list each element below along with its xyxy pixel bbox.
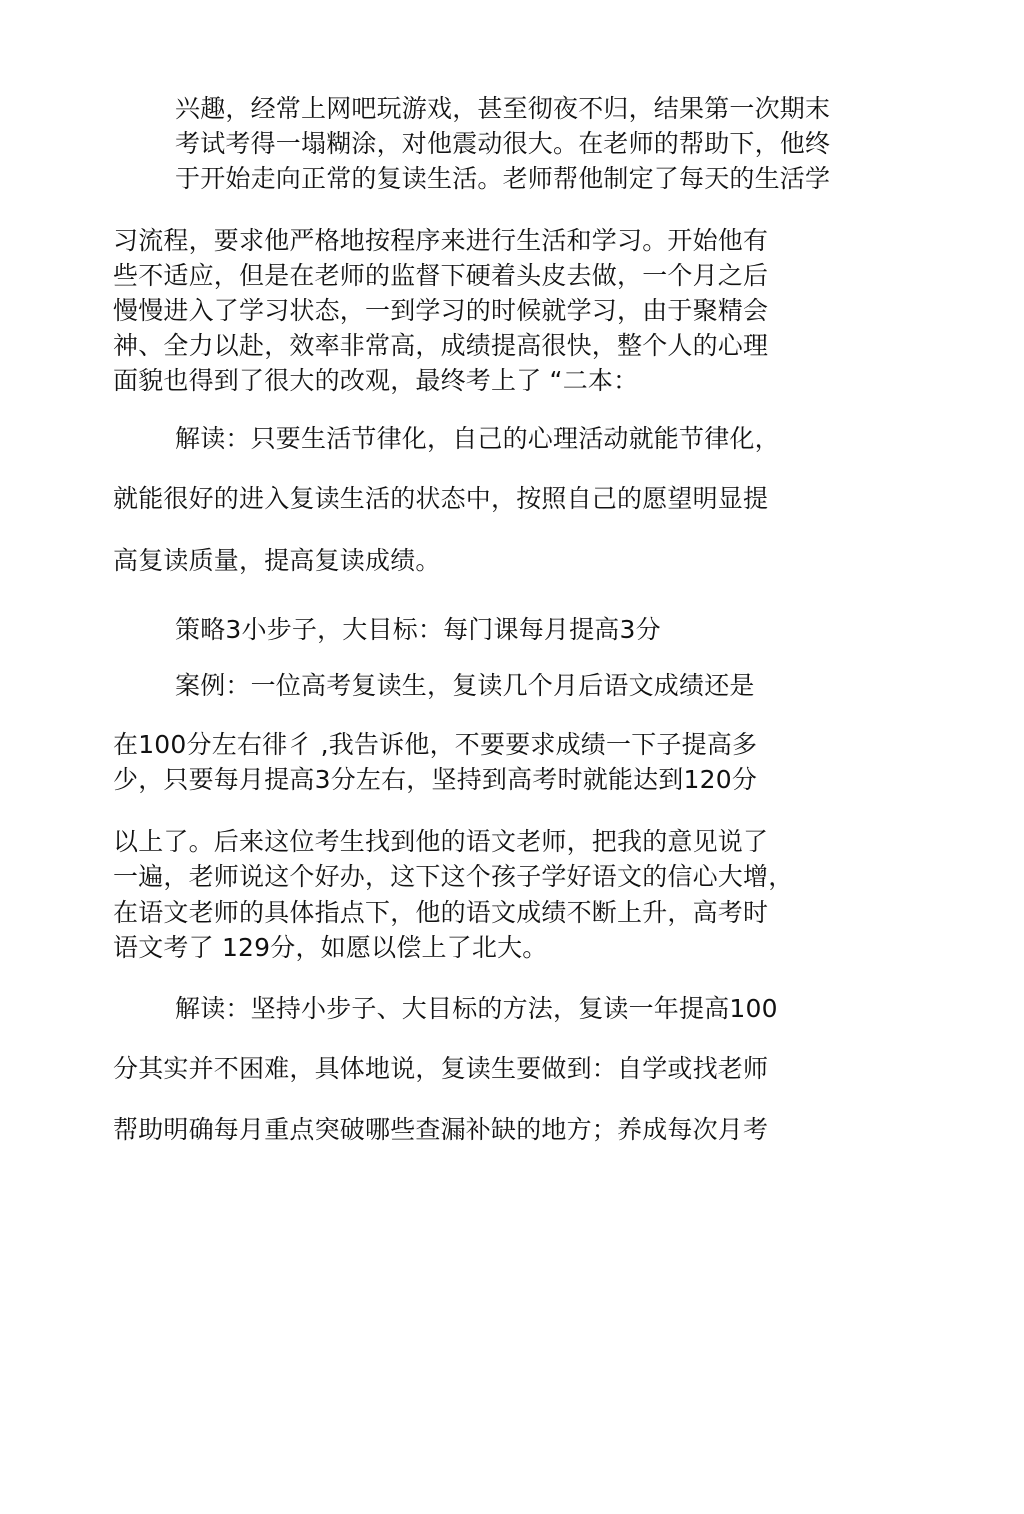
text-line: 于开始走向正常的复读生活。老师帮他制定了每天的生活学 bbox=[175, 164, 831, 193]
text-line: 解读：只要生活节律化，自己的心理活动就能节律化， bbox=[175, 424, 780, 453]
text-line: 少，只要每月提高3分左右，坚持到高考时就能达到120分 bbox=[113, 765, 758, 794]
text-line: 面貌也得到了很大的改观，最终考上了 “二本： bbox=[113, 366, 639, 395]
text-line: 兴趣，经常上网吧玩游戏，甚至彻夜不归，结果第一次期末 bbox=[175, 94, 831, 123]
text-line: 就能很好的进入复读生活的状态中，按照自己的愿望明显提 bbox=[113, 484, 769, 513]
text-line: 案例：一位高考复读生，复读几个月后语文成绩还是 bbox=[175, 671, 755, 700]
text-line: 考试考得一塌糊涂，对他震动很大。在老师的帮助下，他终 bbox=[175, 129, 831, 158]
text-line: 些不适应，但是在老师的监督下硬着头皮去做，一个月之后 bbox=[113, 261, 769, 290]
text-line: 帮助明确每月重点突破哪些查漏补缺的地方；养成每次月考 bbox=[113, 1115, 769, 1144]
text-line: 神、全力以赴，效率非常高，成绩提高很快，整个人的心理 bbox=[113, 331, 769, 360]
text-line: 语文考了 129分，如愿以偿上了北大。 bbox=[113, 933, 548, 962]
text-line: 习流程，要求他严格地按程序来进行生活和学习。开始他有 bbox=[113, 226, 769, 255]
text-line: 慢慢进入了学习状态，一到学习的时候就学习，由于聚精会 bbox=[113, 296, 769, 325]
text-line: 在语文老师的具体指点下，他的语文成绩不断上升，高考时 bbox=[113, 898, 769, 927]
text-line: 高复读质量，提高复读成绩。 bbox=[113, 546, 441, 575]
text-line: 一遍，老师说这个好办，这下这个孩子学好语文的信心大增， bbox=[113, 862, 794, 891]
section-heading: 策略3小步子，大目标：每门课每月提高3分 bbox=[175, 615, 661, 644]
text-line: 在100分左右徘彳 ,我告诉他，不要要求成绩一下子提高多 bbox=[113, 730, 758, 759]
text-line: 解读：坚持小步子、大目标的方法，复读一年提高100 bbox=[175, 994, 778, 1023]
text-line: 分其实并不困难，具体地说，复读生要做到：自学或找老师 bbox=[113, 1054, 769, 1083]
text-line: 以上了。后来这位考生找到他的语文老师，把我的意见说了 bbox=[113, 827, 769, 856]
